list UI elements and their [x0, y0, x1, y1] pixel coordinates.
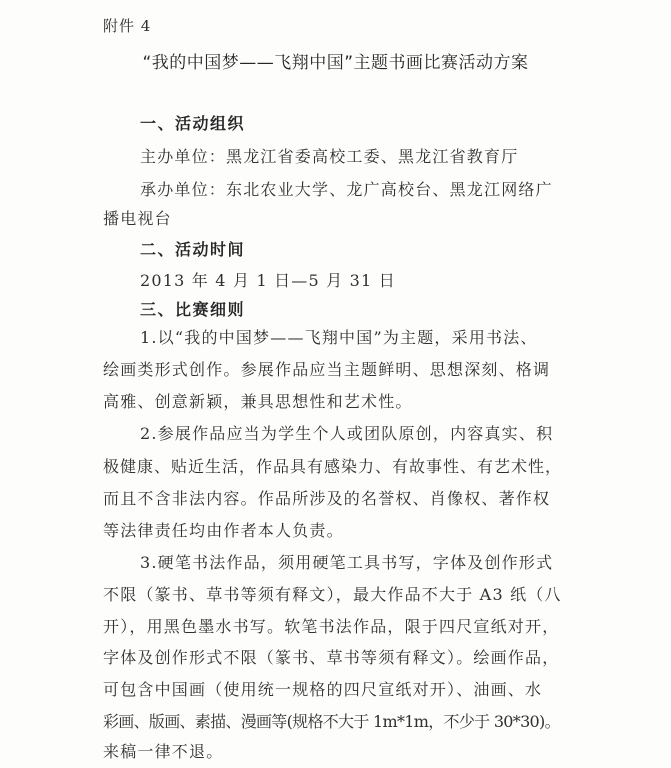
- rule-2-line-1: 2.参展作品应当为学生个人或团队原创，内容真实、积: [140, 424, 554, 443]
- rule-1-line-3: 高雅、创意新颖，兼具思想性和艺术性。: [103, 392, 413, 411]
- rule-2-line-4: 等法律责任均由作者本人负责。: [103, 521, 344, 540]
- rule-3-line-3: 开），用黑色墨水书写。软笔书法作品，限于四尺宣纸对开，: [103, 617, 560, 636]
- rule-1-line-1: 1.以“我的中国梦——飞翔中国”为主题，采用书法、: [140, 328, 538, 347]
- rule-3-line-4: 字体及创作形式不限（篆书、草书等须有释文）。绘画作品，: [103, 648, 560, 667]
- rule-3-line-6: 彩画、版画、素描、漫画等(规格不大于 1m*1m，不少于 30*30)。: [103, 712, 560, 731]
- section-heading-time: 二、活动时间: [140, 240, 246, 259]
- rule-3-line-7: 来稿一律不退。: [103, 742, 224, 761]
- co-organizer-line-continued: 播电视台: [103, 209, 172, 228]
- event-dates: 2013 年 4 月 1 日—5 月 31 日: [140, 271, 396, 290]
- rule-3-line-1: 3.硬笔书法作品，须用硬笔工具书写，字体及创作形式: [140, 553, 554, 572]
- section-heading-rules: 三、比赛细则: [140, 300, 246, 319]
- rule-1-line-2: 绘画类形式创作。参展作品应当主题鲜明、思想深刻、格调: [103, 360, 551, 379]
- rule-3-line-5: 可包含中国画（使用统一规格的四尺宣纸对开）、油画、水: [103, 680, 543, 699]
- rule-2-line-3: 而且不含非法内容。作品所涉及的名誉权、肖像权、著作权: [103, 489, 551, 508]
- document-title: “我的中国梦——飞翔中国”主题书画比赛活动方案: [142, 53, 529, 73]
- co-organizer-line: 承办单位：东北农业大学、龙广高校台、黑龙江网络广: [140, 180, 553, 199]
- attachment-label: 附件 4: [103, 17, 152, 35]
- rule-3-line-2: 不限（篆书、草书等须有释文），最大作品不大于 A3 纸（八: [103, 585, 562, 604]
- section-heading-organization: 一、活动组织: [140, 114, 246, 133]
- rule-2-line-2: 极健康、贴近生活，作品具有感染力、有故事性、有艺术性，: [103, 457, 563, 476]
- organizer-line: 主办单位：黑龙江省委高校工委、黑龙江省教育厅: [140, 147, 519, 166]
